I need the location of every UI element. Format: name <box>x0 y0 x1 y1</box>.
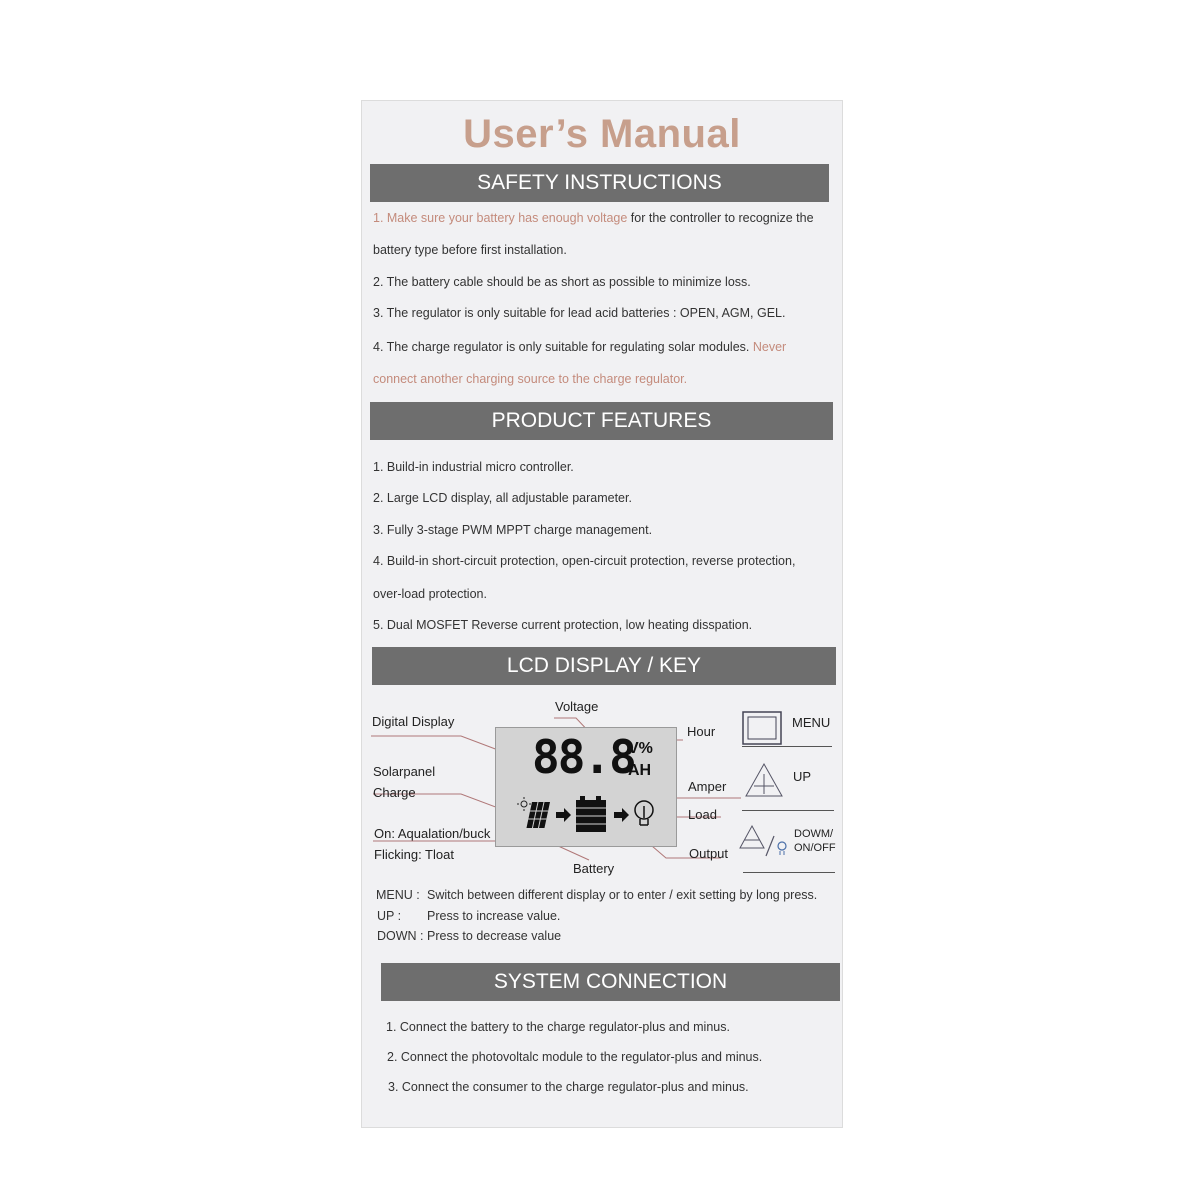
up-key-label: UP <box>793 769 812 784</box>
arrow-right-icon <box>556 808 571 822</box>
lcd-unit-top: V% <box>628 740 653 757</box>
up-key-icon[interactable] <box>745 762 785 798</box>
safety-item-4: 4. The charge regulator is only suitable for regulating solar modules. Never <box>373 340 787 354</box>
divider <box>742 810 834 811</box>
sun-icon <box>517 797 531 811</box>
label-amper: Amper <box>688 779 727 794</box>
label-voltage: Voltage <box>555 699 599 714</box>
feature-item-4-cont: over-load protection. <box>373 587 487 601</box>
system-item-2: 2. Connect the photovoltalc module to the regulator-plus and minus. <box>387 1050 763 1064</box>
feature-item-3: 3. Fully 3-stage PWM MPPT charge management. <box>373 523 653 537</box>
feature-item-1: 1. Build-in industrial micro controller. <box>373 460 574 474</box>
up-description: UP : Press to increase value. <box>377 909 561 923</box>
label-digital-display: Digital Display <box>372 714 455 729</box>
label-solarpanel: Solarpanel <box>373 764 436 779</box>
battery-icon <box>576 796 606 832</box>
menu-key-icon[interactable] <box>743 712 783 746</box>
onoff-key-label: ON/OFF <box>794 842 836 854</box>
section-header-system <box>381 963 840 1001</box>
down-description: DOWN : Press to decrease value <box>377 929 562 943</box>
section-title: PRODUCT FEATURES <box>491 409 712 432</box>
safety-item-3: 3. The regulator is only suitable for lead acid batteries : OPEN, AGM, GEL. <box>373 306 786 320</box>
menu-key-label: MENU <box>792 715 831 730</box>
section-title: SYSTEM CONNECTION <box>493 970 728 993</box>
divider <box>743 872 835 873</box>
lcd-screen <box>495 727 677 847</box>
manual-page <box>361 100 843 1128</box>
feature-item-4: 4. Build-in short-circuit protection, open-circuit protection, reverse protection, <box>373 554 796 568</box>
label-output: Output <box>689 846 729 861</box>
feature-item-5: 5. Dual MOSFET Reverse current protection, low heating disspation. <box>373 618 753 632</box>
down-onoff-key-icon[interactable] <box>740 824 790 860</box>
page-title: User’s Manual <box>463 112 741 156</box>
section-title: LCD DISPLAY / KEY <box>506 654 702 677</box>
bulb-icon <box>635 801 653 825</box>
lcd-unit-bottom: AH <box>628 762 652 779</box>
arrow-right-icon <box>614 808 629 822</box>
label-flicking: Flicking: Tloat <box>374 847 454 862</box>
lcd-digits: 88.8 <box>532 730 635 784</box>
divider <box>742 746 832 747</box>
label-charge: Charge <box>373 785 416 800</box>
system-item-3: 3. Connect the consumer to the charge regulator-plus and minus. <box>388 1080 749 1094</box>
down-key-label: DOWM/ <box>794 828 834 840</box>
safety-item-1: 1. Make sure your battery has enough voltage for the controller to recognize the <box>373 211 814 225</box>
menu-description: MENU : Switch between different display or to enter / exit setting by long press. <box>376 888 818 902</box>
section-title: SAFETY INSTRUCTIONS <box>477 171 722 194</box>
label-hour: Hour <box>687 724 716 739</box>
feature-item-2: 2. Large LCD display, all adjustable parameter. <box>373 491 632 505</box>
lcd-icons <box>496 728 676 846</box>
safety-item-1-cont: battery type before first installation. <box>373 243 567 257</box>
safety-item-4-cont: connect another charging source to the charge regulator. <box>373 372 688 386</box>
solar-panel-icon <box>526 802 550 828</box>
safety-item-2: 2. The battery cable should be as short as possible to minimize loss. <box>373 275 751 289</box>
label-on-aqualation: On: Aqualation/buck <box>374 826 491 841</box>
label-battery: Battery <box>573 861 615 876</box>
system-item-1: 1. Connect the battery to the charge regulator-plus and minus. <box>386 1020 730 1034</box>
label-load: Load <box>688 807 717 822</box>
